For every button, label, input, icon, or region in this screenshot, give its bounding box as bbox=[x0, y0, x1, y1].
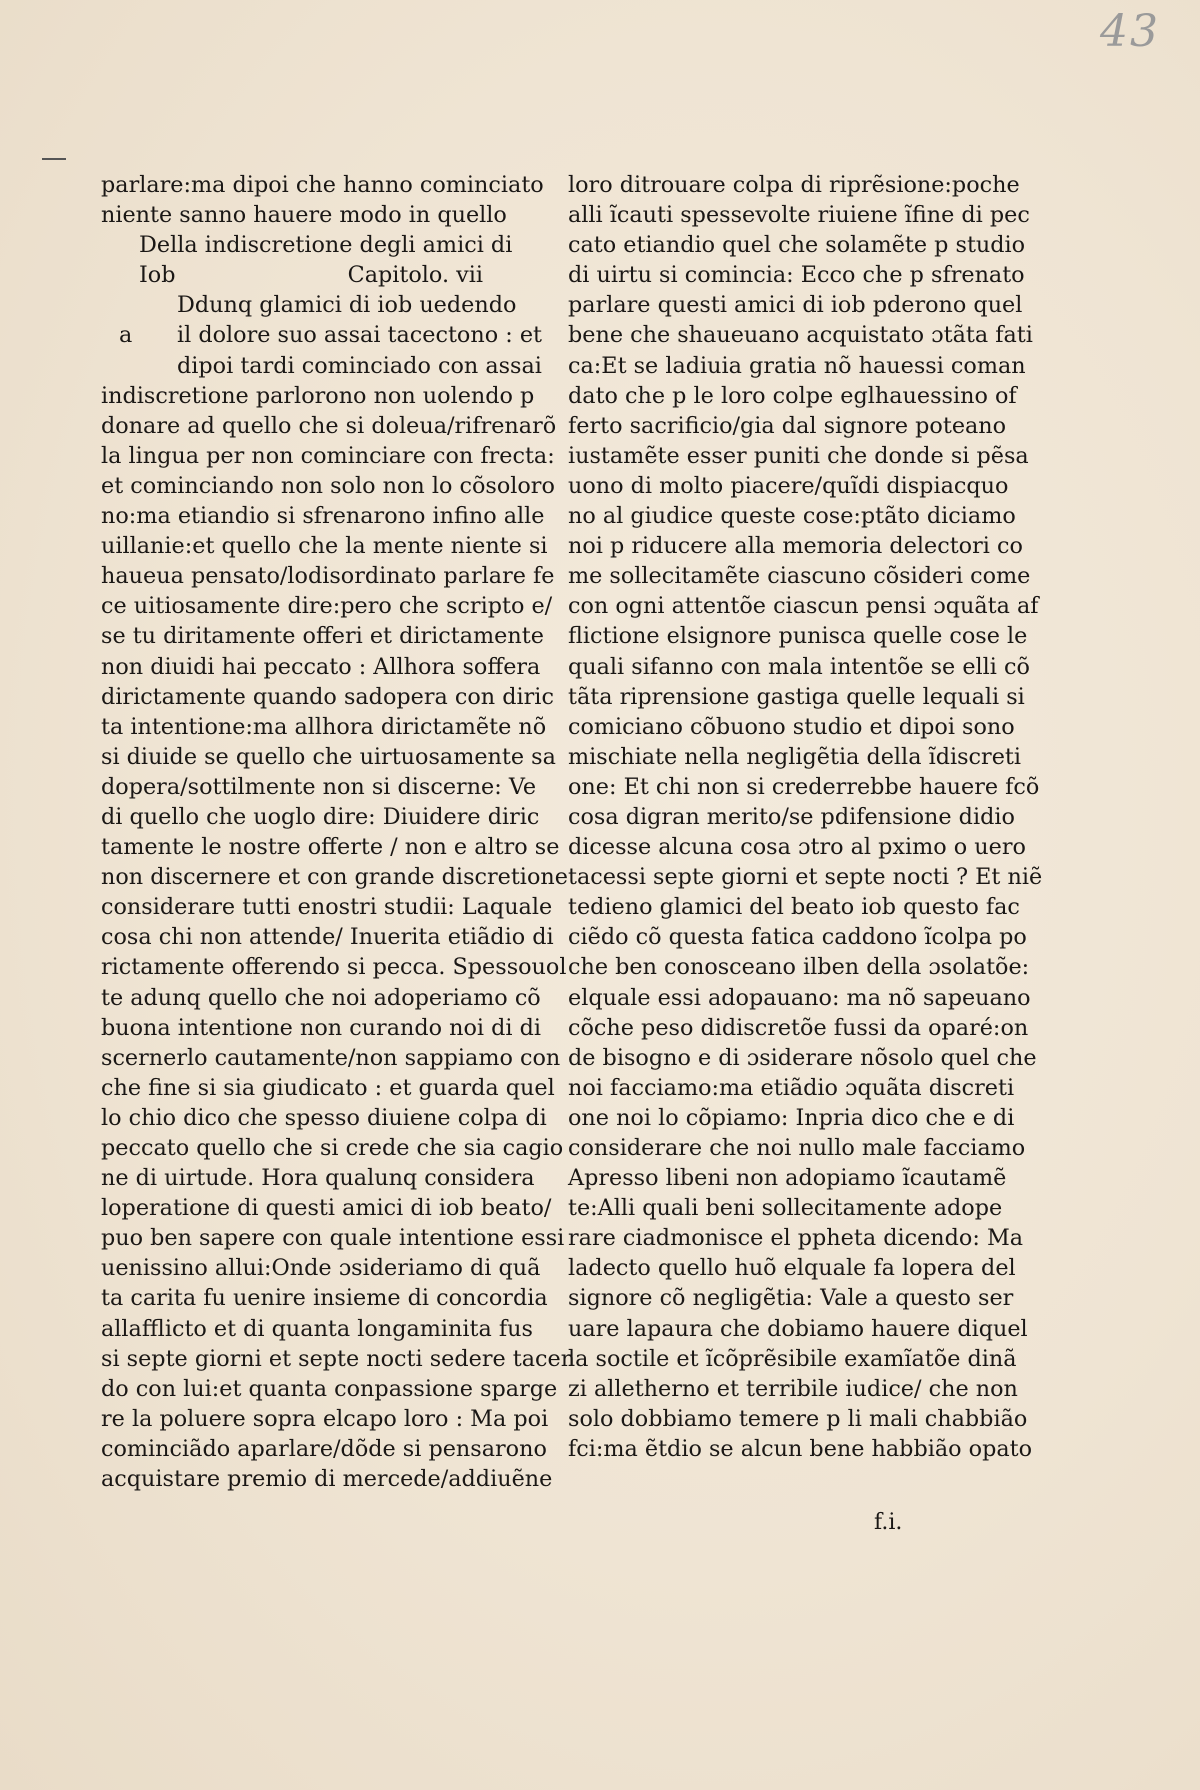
text-line: cato etiandio quel che solamẽte p studio bbox=[568, 232, 1026, 259]
text-line: ciẽdo cõ questa fatica caddono ĩcolpa po bbox=[568, 924, 1027, 951]
text-line: iustamẽte esser puniti che donde si pẽsa bbox=[568, 442, 1029, 469]
text-line: cosa chi non attende/ Inuerita etiãdio di bbox=[101, 924, 554, 951]
text-line: me sollecitamẽte ciascuno cõsideri come bbox=[568, 563, 1031, 590]
text-line: tamente le nostre offerte / non e altro se bbox=[101, 834, 560, 861]
text-line: solo dobbiamo temere p li mali chabbião bbox=[568, 1405, 1028, 1432]
text-line: che ben conosceano ilben della ɔsolatõe: bbox=[568, 954, 1030, 981]
chapter-number: Capitolo. vii bbox=[347, 262, 483, 289]
text-line: ta carita fu uenire insieme di concordia bbox=[101, 1285, 548, 1312]
initial-line-text: il dolore suo assai tacectono : et bbox=[177, 322, 542, 349]
text-line: puo ben sapere con quale intentione essi bbox=[101, 1225, 565, 1252]
text-line: la lingua per non cominciare con frecta: bbox=[101, 442, 555, 469]
folio-number: 43 bbox=[1100, 6, 1160, 57]
right-body-text bbox=[568, 170, 1043, 1464]
text-line: uenissino allui:Onde ɔsideriamo di quã bbox=[101, 1255, 541, 1282]
text-line: one: Et chi non si crederrebbe hauere fcõ bbox=[568, 773, 1040, 800]
text-line: tacessi septe giorni et septe nocti ? Et niẽ bbox=[568, 864, 1043, 891]
text-line: fci:ma ẽtdio se alcun bene habbião opato bbox=[568, 1435, 1033, 1462]
text-line: uillanie:et quello che la mente niente si bbox=[101, 533, 548, 560]
text-line: di uirtu si comincia: Ecco che p sfrenato bbox=[568, 262, 1025, 289]
text-line: considerare tutti enostri studii: Laquale bbox=[101, 894, 553, 921]
text-line: flictione elsignore punisca quelle cose le bbox=[568, 623, 1028, 650]
text-line: dicesse alcuna cosa ɔtro al pximo o uero bbox=[568, 834, 1026, 861]
text-line: ladecto quello huõ elquale fa lopera del bbox=[568, 1255, 1016, 1282]
text-line: parlare:ma dipoi che hanno cominciato bbox=[101, 172, 544, 198]
text-line: dirictamente quando sadopera con diric bbox=[101, 683, 554, 710]
text-line: uono di molto piacere/quĩdi dispiacquo bbox=[568, 472, 1009, 499]
text-line: bene che shaueuano acquistato ɔtãta fati bbox=[568, 322, 1033, 349]
text-line: ne di uirtude. Hora qualunq considera bbox=[101, 1165, 535, 1192]
text-line: noi p riducere alla memoria delectori co bbox=[568, 533, 1023, 560]
text-line: no al giudice queste cose:ptãto diciamo bbox=[568, 503, 1016, 530]
text-line: mischiate nella negligẽtia della ĩdiscreti bbox=[568, 743, 1021, 770]
text-line: cominciãdo aparlare/dõde si pensarono bbox=[101, 1435, 547, 1462]
text-line: te:Alli quali beni sollecitamente adope bbox=[568, 1195, 1003, 1222]
text-line: dopera/sottilmente non si discerne: Ve bbox=[101, 773, 537, 800]
text-line: lo chio dico che spesso diuiene colpa di bbox=[101, 1104, 547, 1131]
text-line: signore cõ negligẽtia: Vale a questo ser bbox=[568, 1285, 1014, 1312]
guide-letter: a bbox=[119, 322, 133, 349]
text-line: cõche peso didiscretõe fussi da oparé:on bbox=[568, 1014, 1029, 1041]
text-line: non discernere et con grande discretione bbox=[101, 864, 568, 891]
text-line: ce uitiosamente dire:pero che scripto e/ bbox=[101, 593, 553, 620]
text-line: no:ma etiandio si sfrenarono infino alle bbox=[101, 503, 545, 530]
text-line: indiscretione parlorono non uolendo p bbox=[101, 382, 535, 409]
text-line: re la poluere sopra elcapo loro : Ma poi bbox=[101, 1405, 549, 1432]
text-line: di quello che uoglo dire: Diuidere diric bbox=[101, 803, 540, 830]
text-line: comiciano cõbuono studio et dipoi sono bbox=[568, 713, 1015, 740]
text-line: one noi lo cõpiamo: Inpria dico che e di bbox=[568, 1104, 1015, 1131]
text-line: scernerlo cautamente/non sappiamo con bbox=[101, 1044, 561, 1071]
text-line: dato che p le loro colpe eglhauessino of bbox=[568, 382, 1017, 409]
text-line: te adunq quello che noi adoperiamo cõ bbox=[101, 984, 541, 1011]
initial-line-with-guide bbox=[101, 320, 542, 350]
text-line: acquistare premio di mercede/addiuẽne bbox=[101, 1466, 553, 1493]
text-line: si diuide se quello che uirtuosamente sa bbox=[101, 743, 556, 770]
text-line: elquale essi adopauano: ma nõ sapeuano bbox=[568, 984, 1031, 1011]
text-line: la soctile et ĩcõprẽsibile examĩatõe dinã bbox=[568, 1345, 1017, 1372]
text-line: con ogni attentõe ciascun pensi ɔquãta af bbox=[568, 593, 1039, 620]
text-line: rare ciadmonisce el pphetа dicendo: Ma bbox=[568, 1225, 1024, 1252]
text-line: ta intentione:ma allhora dirictamẽte nõ bbox=[101, 713, 547, 740]
chapter-heading-line2 bbox=[101, 260, 519, 290]
text-line: parlare questi amici di iob pderono quel bbox=[568, 292, 1023, 319]
text-line: considerare che noi nullo male facciamo bbox=[568, 1135, 1026, 1161]
text-line: tedieno glamici del beato iob questo fac bbox=[568, 894, 1020, 921]
text-line: si septe giorni et septe nocti sedere tacen bbox=[101, 1345, 576, 1372]
text-line: buona intentione non curando noi di di bbox=[101, 1014, 542, 1041]
signature-mark: f.i. bbox=[874, 1510, 903, 1535]
text-line: peccato quello che si crede che sia cagio bbox=[101, 1135, 564, 1161]
text-line: cosa digran merito/se pdifensione didio bbox=[568, 803, 1015, 830]
text-line: zi alletherno et terribile iudice/ che non bbox=[568, 1375, 1018, 1402]
text-line: de bisogno e di ɔsiderare nõsolo quel che bbox=[568, 1044, 1037, 1071]
text-line: non diuidi hai peccato : Allhora soffera bbox=[101, 653, 541, 680]
text-line: loro ditrouare colpa di riprẽsione:poche bbox=[568, 172, 1020, 198]
text-line: se tu diritamente offeri et dirictamente bbox=[101, 623, 544, 650]
left-column bbox=[101, 170, 576, 1494]
left-body-text bbox=[101, 381, 576, 1494]
text-line: donare ad quello che si doleua/rifrenarõ bbox=[101, 412, 557, 439]
text-line: noi facciamo:ma etiãdio ɔquãta discreti bbox=[568, 1074, 1015, 1101]
text-line: rictamente offerendo si pecca. Spessouol bbox=[101, 954, 567, 981]
text-line: Apresso libeni non adopiamo ĩcautamẽ bbox=[568, 1165, 1007, 1192]
text-line: niente sanno hauere modo in quello bbox=[101, 202, 507, 229]
text-line: uare lapaura che dobiamo hauere diquel bbox=[568, 1315, 1028, 1342]
text-line: quali sifanno con mala intentõe se elli cõ bbox=[568, 653, 1030, 680]
text-line: allafflicto et di quanta longaminita fus bbox=[101, 1315, 533, 1342]
chapter-heading: Della indiscretione degli amici di bbox=[139, 232, 513, 259]
text-line: tãta riprensione gastiga quelle lequali si bbox=[568, 683, 1025, 710]
text-line: do con lui:et quanta conpassione sparge bbox=[101, 1375, 558, 1402]
text-line: haueua pensato/lodisordinato parlare fe bbox=[101, 563, 555, 590]
text-line: ca:Et se ladiuia gratia nõ hauessi coman bbox=[568, 352, 1026, 379]
text-line: ferto sacrificio/gia dal signore poteano bbox=[568, 412, 1007, 439]
text-line: et cominciando non solo non lo cõsoloro bbox=[101, 472, 555, 499]
text-line: loperatione di questi amici di iob beato/ bbox=[101, 1195, 552, 1222]
heading-iob: Iob bbox=[139, 262, 176, 289]
right-column bbox=[568, 170, 1043, 1464]
text-line: che fine si sia giudicato : et guarda quel bbox=[101, 1074, 555, 1101]
margin-mark bbox=[42, 158, 66, 160]
text-line: alli ĩcauti spessevolte riuiene ĩfine di pec bbox=[568, 202, 1030, 229]
initial-line: dipoi tardi cominciado con assai bbox=[177, 352, 542, 379]
initial-line: Ddunq glamici di iob uedendo bbox=[177, 292, 517, 319]
